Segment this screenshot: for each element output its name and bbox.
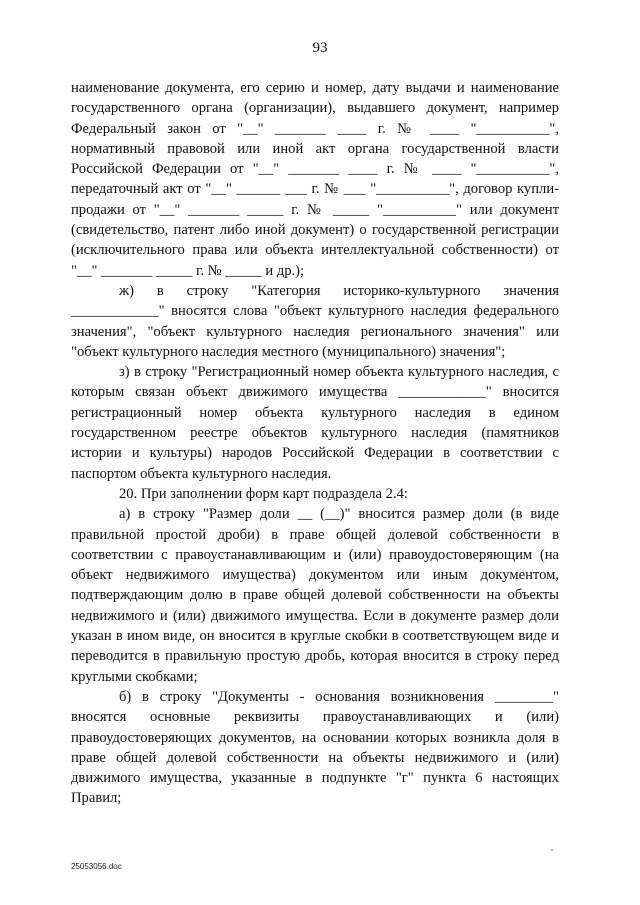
footer-filename: 25053056.doc (71, 862, 122, 871)
paragraph-item-z: з) в строку "Регистрационный номер объекта культурного наследия, с которым связан объект движимого имущества ____________" вносится регистрационный номер объекта культурного наследия в едином государственном реестре объектов культурного наследия (памятников истории и культуры) народов Российской Федерации в соответствии с паспортом объекта культурного наследия. (71, 364, 559, 482)
paragraph-section-20: 20. При заполнении форм карт подраздела 2.4: (119, 485, 408, 502)
paragraph-document-name: наименование документа, его серию и номер, дату выдачи и наименование государственного органа (организации), выдавшего документ, например Федеральный закон от "__" _______ ____ г. № ____ "__________", нормативный правовой или иной акт органа государственной власти Российской Федерации от "__" _______ ____ г. № ____ "__________", передаточный акт от "__" ______ ___ г. № ___ "__________", договор купли-продажи от "__" _______ _____ г. № _____ "__________" или документ (свидетельство, патент либо иной документ) о государственной регистрации (исключительного права или объекта интеллектуальной собственности) от "__" _______ _____ г. № _____ и др.); (71, 80, 559, 279)
paragraph-item-zh: ж) в строку "Категория историко-культурного значения ____________" вносятся слова "объект культурного наследия федерального значения", "объект культурного наследия регионального значения" или "объект культурного наследия местного (муниципального) значения"; (71, 282, 559, 360)
paragraph-item-a: а) в строку "Размер доли __ (__)" вносится размер доли (в виде правильной простой дроби) в праве общей долевой собственности в соответствии с правоустанавливающим и (или) правоудостоверяющим (на объект недвижимого имущества) документом или иным документом, подтверждающим долю в праве общей долевой собственности на объекты недвижимого и (или) движимого имущества. Если в документе размер доли указан в ином виде, он вносится в круглые скобки в соответствующем виде и переводится в правильную простую дробь, которая вносится в строку перед круглыми скобками; (71, 506, 559, 685)
page-number: 93 (312, 40, 328, 56)
scan-dot (551, 849, 553, 851)
paragraph-item-b: б) в строку "Документы - основания возникновения ________" вносятся основные реквизиты правоустанавливающих и (или) правоудостоверяющих документов, на основании которых возникла доля в праве общей долевой собственности на объекты недвижимого и (или) движимого имущества, указанные в подпункте "г" пункта 6 настоящих Правил; (71, 688, 559, 807)
document-body (71, 78, 559, 809)
